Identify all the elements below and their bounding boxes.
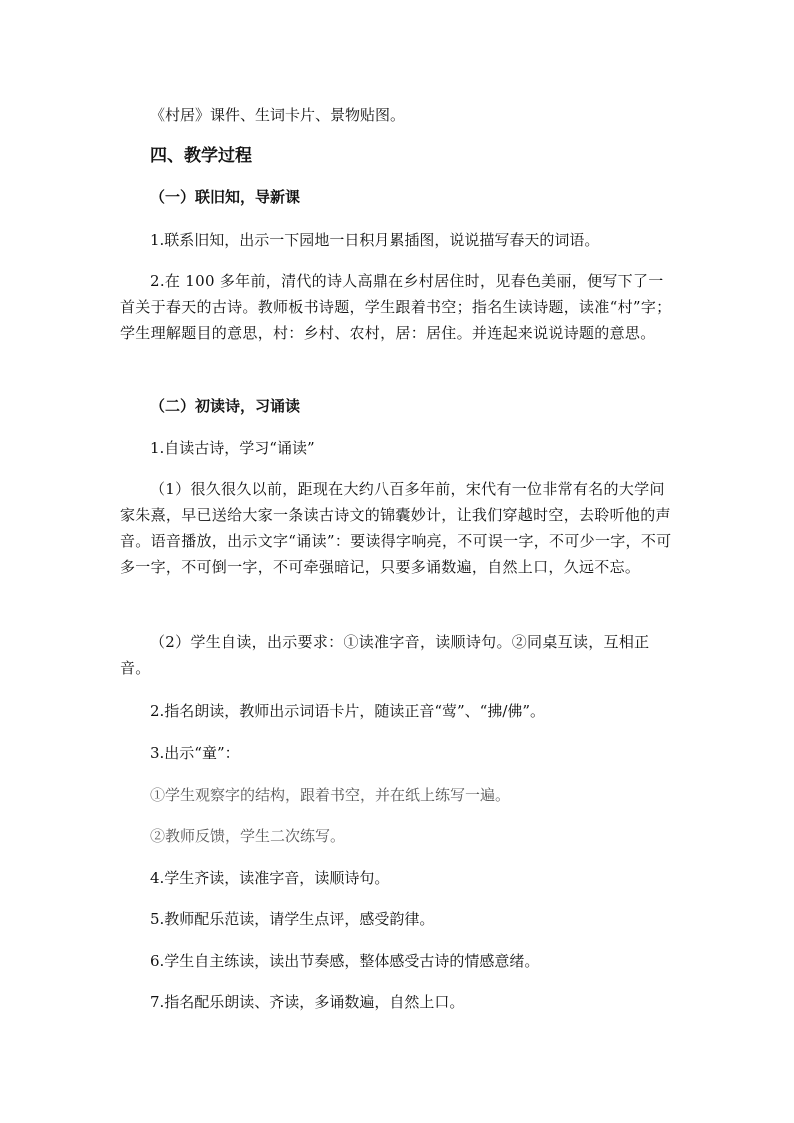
paragraph-named-reading: 2.指名朗读，教师出示词语卡片，随读正音“莺”、“拂/佛”。 <box>150 702 546 720</box>
paragraph-music-reading: 7.指名配乐朗读、齐读，多诵数遍，自然上口。 <box>150 993 465 1011</box>
paragraph-observe-structure: ①学生观察字的结构，跟着书空，并在纸上练写一遍。 <box>150 786 511 804</box>
paragraph-step-2: 2.在 100 多年前，清代的诗人高鼎在乡村居住时，见春色美丽，便写下了一首关于春天的古诗。教师板书诗题，学生跟着书空；指名生读诗题，读准“村”字；学生理解题目的意思，村：乡村、农村，居：居住。并连起来说说诗题的意思。 <box>120 272 672 342</box>
paragraph-read-together: 4.学生齐读，读准字音，读顺诗句。 <box>150 869 390 887</box>
paragraph-step-1: 1.联系旧知，出示一下园地一日积月累插图，说说描写春天的词语。 <box>150 231 600 249</box>
paragraph-teacher-feedback: ②教师反馈，学生二次练写。 <box>150 827 346 845</box>
materials-line: 《村居》课件、生词卡片、景物贴图。 <box>150 106 406 124</box>
paragraph-independent-practice: 6.学生自主练读，读出节奏感，整体感受古诗的情感意绪。 <box>150 952 540 970</box>
paragraph-show-character: 3.出示“童”： <box>150 744 240 762</box>
subheading-review: （一）联旧知，导新课 <box>150 188 301 206</box>
paragraph-self-read-requirements: （2）学生自读，出示要求：①读准字音，读顺诗句。②同桌互读，互相正音。 <box>120 633 650 677</box>
paragraph-teacher-model-reading: 5.教师配乐范读，请学生点评，感受韵律。 <box>150 910 435 928</box>
subheading-first-reading: （二）初读诗，习诵读 <box>150 397 301 415</box>
section-heading-teaching-process: 四、教学过程 <box>150 146 252 166</box>
paragraph-self-reading: 1.自读古诗，学习“诵读” <box>150 439 315 457</box>
paragraph-recitation-story: （1）很久很久以前，距现在大约八百多年前，宋代有一位非常有名的大学问家朱熹，早已送给大家一条读古诗文的锦囊妙计，让我们穿越时空，去聆听他的声音。语音播放，出示文字“诵读”：要读得字响亮，不可误一字，不可少一字，不可多一字，不可倒一字，不可牵强暗记，只要多诵数遍，自然上口，久远不忘。 <box>120 480 672 576</box>
